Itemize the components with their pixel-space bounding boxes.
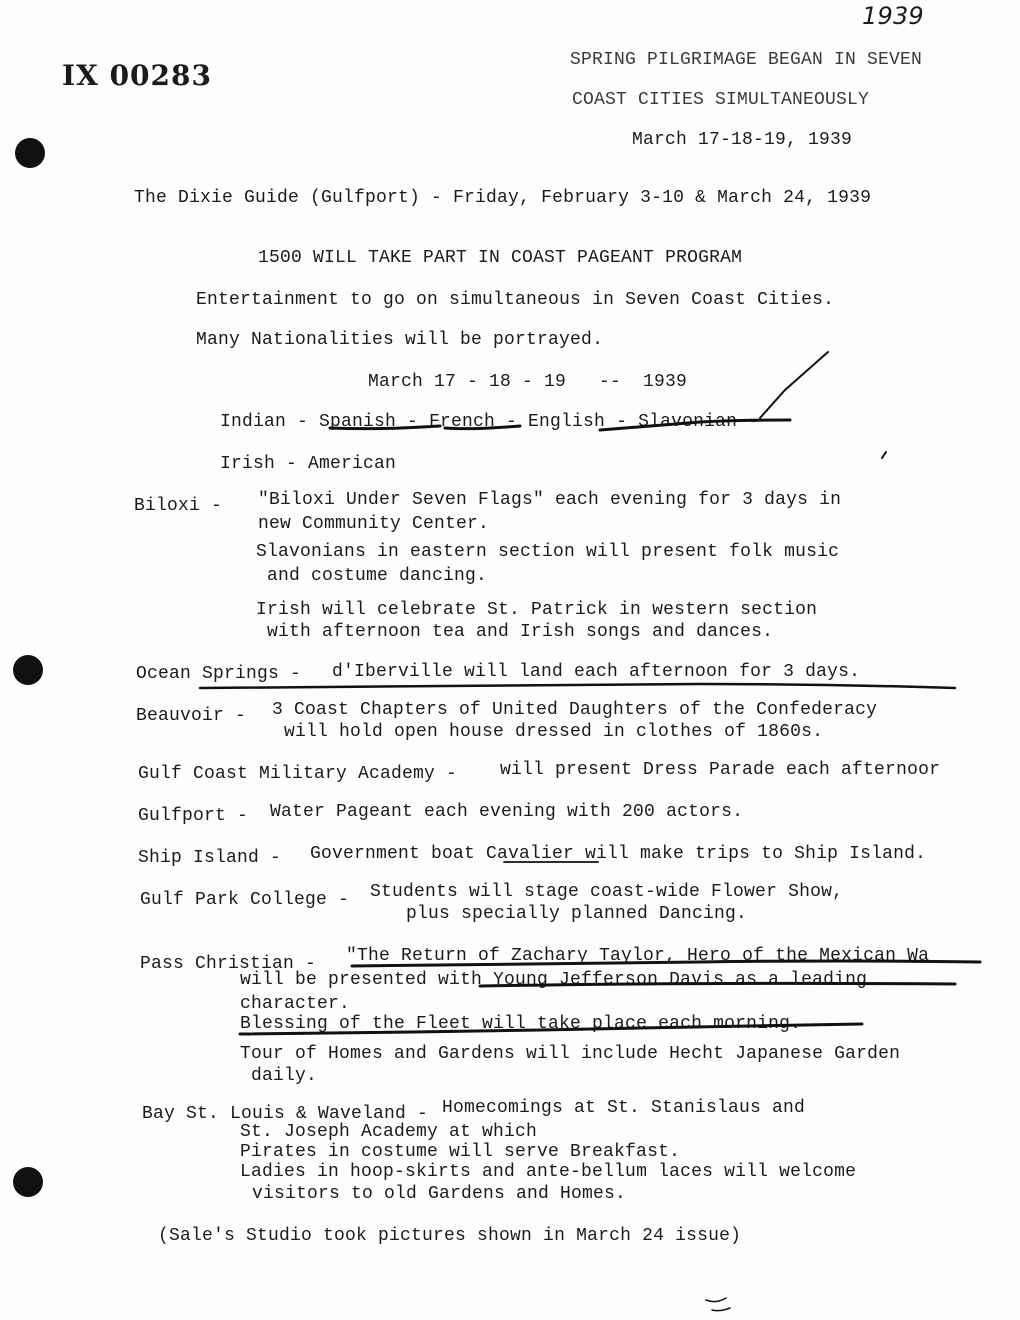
- intro-line-2: Many Nationalities will be portrayed.: [196, 330, 604, 350]
- nationalities-line-2: Irish - American: [220, 454, 397, 474]
- source-line: The Dixie Guide (Gulfport) - Friday, February 3-10 & March 24, 1939: [134, 188, 872, 208]
- entry-ship-island-label: Ship Island -: [138, 848, 293, 868]
- entry-pass-christian-line-3: character.: [240, 994, 351, 1014]
- heading-line-1: SPRING PILGRIMAGE BEGAN IN SEVEN: [570, 50, 923, 70]
- entry-pass-christian-line-4: Blessing of the Fleet will take place each morning.: [240, 1014, 802, 1034]
- entry-gulfport-label: Gulfport -: [138, 806, 260, 826]
- entry-bay-st-louis-line-2: St. Joseph Academy at which: [240, 1122, 538, 1142]
- entry-bay-st-louis-label: Bay St. Louis & Waveland -: [142, 1104, 440, 1124]
- heading-line-2: COAST CITIES SIMULTANEOUSLY: [572, 90, 870, 110]
- entry-irish-line-1: Irish will celebrate St. Patrick in western section: [256, 600, 818, 620]
- entry-pass-christian-line-1: "The Return of Zachary Taylor, Hero of the Mexican Wa: [346, 946, 930, 966]
- entry-beauvoir-line-1: 3 Coast Chapters of United Daughters of the Confederacy: [272, 700, 878, 720]
- entry-beauvoir-label: Beauvoir -: [136, 706, 258, 726]
- heading-dates: March 17-18-19, 1939: [632, 130, 853, 150]
- entry-slavonians-line-1: Slavonians in eastern section will present folk music: [256, 542, 840, 562]
- entry-bay-st-louis-line-3: Pirates in costume will serve Breakfast.: [240, 1142, 681, 1162]
- entry-gulf-park-label: Gulf Park College -: [140, 890, 361, 910]
- entry-gulfport-line-1: Water Pageant each evening with 200 actors.: [270, 802, 744, 822]
- entry-beauvoir-line-2: will hold open house dressed in clothes of 1860s.: [284, 722, 824, 742]
- entry-ship-island-line-1: Government boat Cavalier will make trips to Ship Island.: [310, 844, 927, 864]
- entry-gulf-park-line-2: plus specially planned Dancing.: [406, 904, 748, 924]
- entry-pass-christian-label: Pass Christian -: [140, 954, 328, 974]
- entry-gulf-park-line-1: Students will stage coast-wide Flower Show,: [370, 882, 844, 902]
- entry-ocean-springs-line-1: d'Iberville will land each afternoon for 3 days.: [332, 662, 861, 682]
- entry-bay-st-louis-line-4: Ladies in hoop-skirts and ante-bellum laces will welcome: [240, 1162, 857, 1182]
- bottom-smudge: [706, 1298, 730, 1311]
- year-handwritten: 1939: [862, 2, 924, 30]
- entry-ocean-springs-label: Ocean Springs -: [136, 664, 313, 684]
- entry-pass-christian-line-2: will be presented with Young Jefferson Davis as a leading: [240, 970, 868, 990]
- entry-military-academy-label: Gulf Coast Military Academy -: [138, 764, 469, 784]
- entry-bay-st-louis-line-5: visitors to old Gardens and Homes.: [252, 1184, 627, 1204]
- entry-bay-st-louis-line-1: Homecomings at St. Stanislaus and: [442, 1098, 806, 1118]
- footer-note: (Sale's Studio took pictures shown in March 24 issue): [158, 1226, 742, 1246]
- checkmark: [760, 352, 828, 418]
- entry-military-academy-line-1: will present Dress Parade each afternoor: [500, 760, 941, 780]
- entry-irish-line-2: with afternoon tea and Irish songs and dances.: [256, 622, 774, 642]
- punch-hole-middle: [13, 655, 43, 685]
- archive-stamp: IX 00283: [62, 59, 212, 92]
- nationalities-line-1: Indian - Spanish - French - English - Slavonian -: [220, 412, 760, 432]
- punch-hole-top: [15, 138, 45, 168]
- stray-mark: [882, 452, 886, 458]
- entry-biloxi-line-2: new Community Center.: [258, 514, 490, 534]
- entry-pass-christian-line-5: Tour of Homes and Gardens will include Hecht Japanese Garden: [240, 1044, 901, 1064]
- entry-biloxi-label: Biloxi -: [134, 496, 234, 516]
- entry-pass-christian-line-6: daily.: [240, 1066, 318, 1086]
- headline: 1500 WILL TAKE PART IN COAST PAGEANT PROGRAM: [258, 248, 743, 268]
- intro-dates: March 17 - 18 - 19 -- 1939: [368, 372, 688, 392]
- punch-hole-bottom: [13, 1167, 43, 1197]
- underline-ocean-springs: [200, 684, 955, 688]
- intro-line-1: Entertainment to go on simultaneous in Seven Coast Cities.: [196, 290, 835, 310]
- entry-biloxi-line-1: "Biloxi Under Seven Flags" each evening for 3 days in: [258, 490, 842, 510]
- entry-slavonians-line-2: and costume dancing.: [256, 566, 488, 586]
